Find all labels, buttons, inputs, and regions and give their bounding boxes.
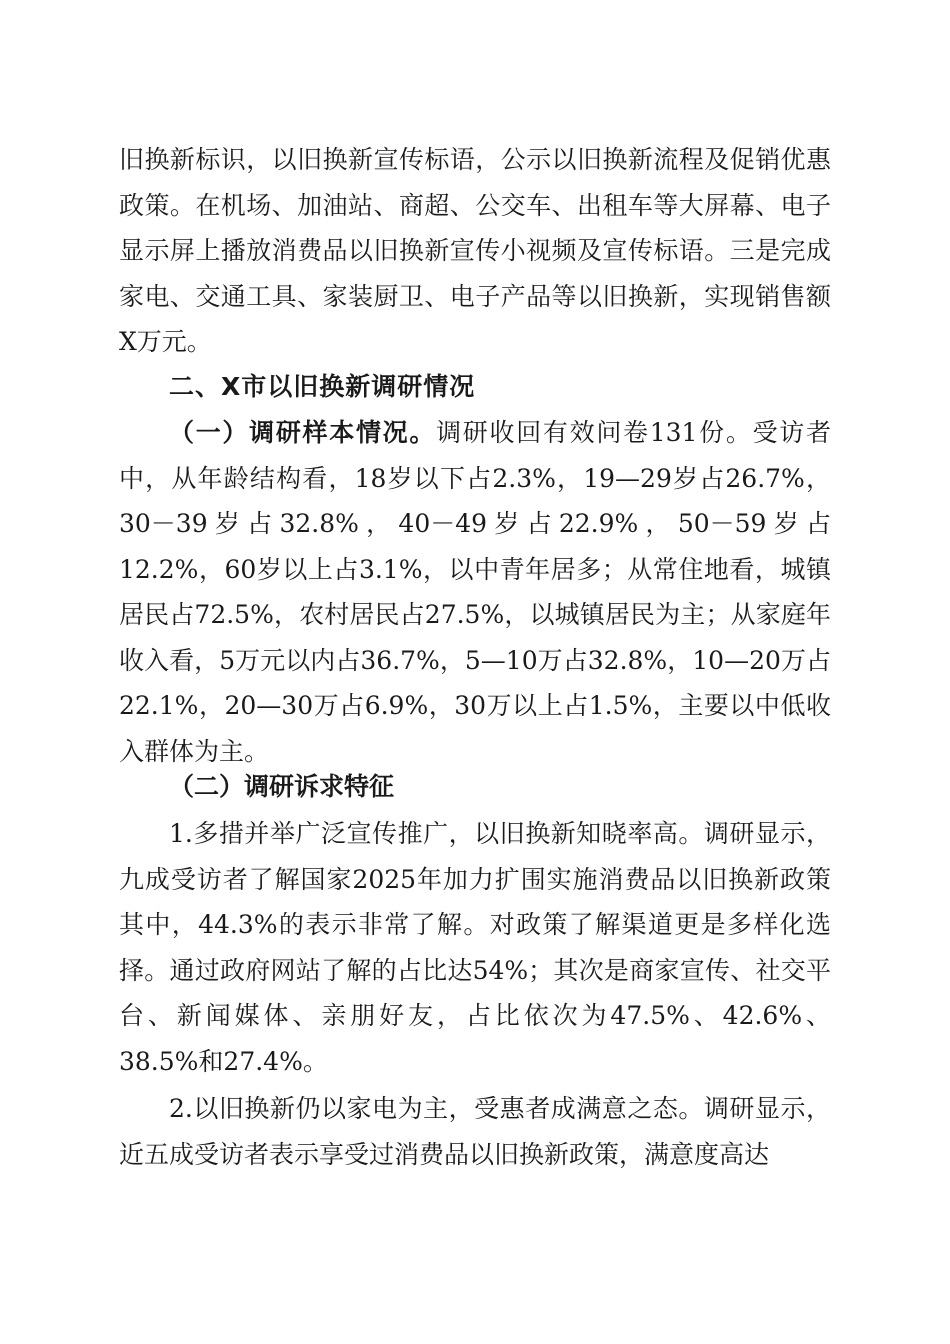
sample-paragraph bbox=[119, 410, 831, 774]
sample-text bbox=[119, 410, 831, 774]
continuation-text: 旧换新标识，以旧换新宣传标语，公示以旧换新流程及促销优惠政策。在机场、加油站、商超、公交车、出租车等大屏幕、电子显示屏上播放消费品以旧换新宣传小视频及宣传标语。三是完成家电、交通工具、家装厨卫、电子产品等以旧换新，实现销售额X万元。 bbox=[119, 145, 831, 356]
section-heading-block bbox=[119, 364, 831, 410]
sample-body: 调研收回有效问卷131份。受访者中，从年龄结构看，18岁以下占2.3%，19—29岁占26.7%，30－39岁占32.8%，40－49岁占22.9%，50－59岁占12.2%，60岁以上占3.1%，以中青年居多；从常住地看，城镇居民占72.5%，农村居民占27.5%，以城镇居民为主；从家庭年收入看，5万元以内占36.7%，5—10万占32.8%，10—20万占22.1%，20—30万占6.9%，30万以上占1.5%，主要以中低收入群体为主。 bbox=[119, 418, 831, 766]
point-one-paragraph bbox=[119, 811, 831, 1084]
sample-lead: （一）调研样本情况。 bbox=[169, 418, 437, 447]
demand-heading: （二）调研诉求特征 bbox=[169, 772, 395, 801]
point-two-text: 2.以旧换新仍以家电为主，受惠者成满意之态。调研显示，近五成受访者表示享受过消费品以旧换新政策，满意度高达 bbox=[119, 1094, 831, 1169]
section-heading: 二、X市以旧换新调研情况 bbox=[169, 372, 476, 401]
point-one-text: 1.多措并举广泛宣传推广，以旧换新知晓率高。调研显示，九成受访者了解国家2025年加力扩围实施消费品以旧换新政策其中，44.3%的表示非常了解。对政策了解渠道更是多样化选择。通过政府网站了解的占比达54%；其次是商家宣传、社交平台、新闻媒体、亲朋好友，占比依次为47.5%、42.6%、38.5%和27.4%。 bbox=[119, 819, 831, 1076]
continuation-paragraph bbox=[119, 137, 831, 365]
demand-heading-block bbox=[119, 764, 831, 810]
point-two-paragraph bbox=[119, 1086, 831, 1177]
